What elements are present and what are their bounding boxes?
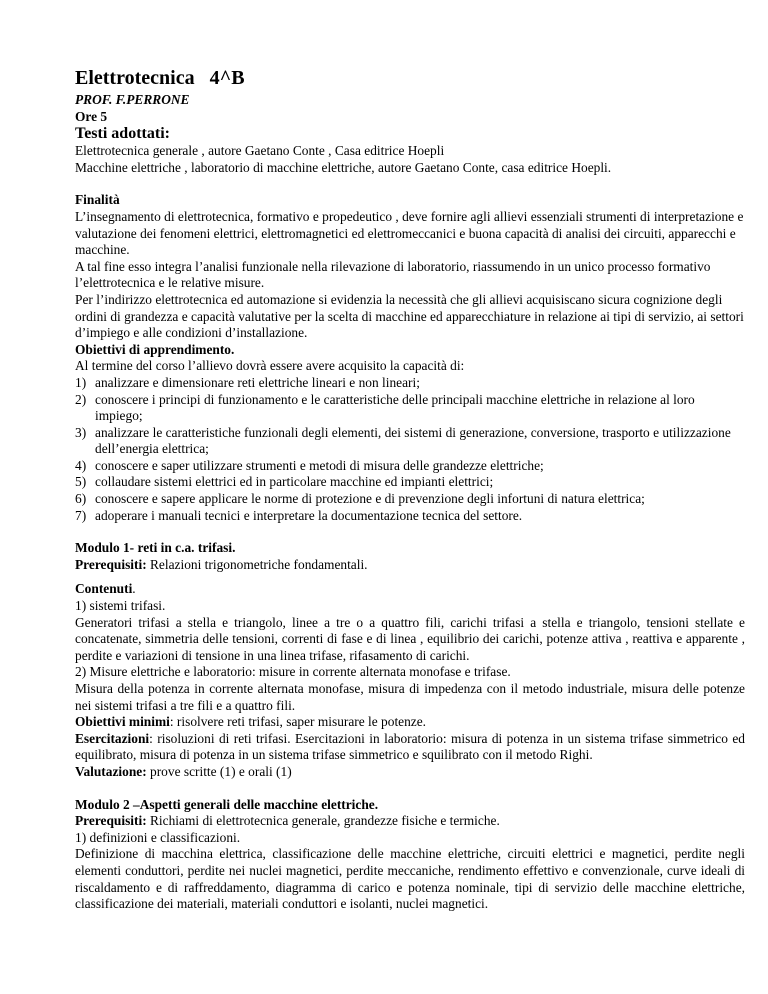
- finalita-paragraph: Per l’indirizzo elettrotecnica ed automazione si evidenzia la necessità che gli allievi acquisiscano sicura cognizione degli ordini di grandezza e capacità valutative per la scelta di macchine ed apparecchiature in relazione ai tipi di servizio, ai settori d’impiego e alle condizioni d’installazione.: [75, 291, 744, 341]
- modulo1-point1-text: Generatori trifasi a stella e triangolo, linee a tre o a quattro fili, carichi trifasi a stella e triangolo, tensioni stellate e concatenate, simmetria delle tensioni, correnti di fase e di linea , equilibrio dei carichi, potenze attiva , reattiva e apparente , perdite e variazioni di tensione in una linea trifase, rifasamento di carichi.: [75, 614, 745, 663]
- modulo2-heading: Modulo 2 –Aspetti generali delle macchine elettriche.: [75, 796, 379, 812]
- modulo1-prerequisiti: [75, 557, 745, 574]
- prerequisiti-text: Relazioni trigonometriche fondamentali.: [146, 556, 368, 572]
- prerequisiti-label: Prerequisiti:: [75, 813, 147, 829]
- contenuti-heading: [75, 581, 745, 598]
- valutazione-text: prove scritte (1) e orali (1): [146, 763, 292, 779]
- modulo1-esercitazioni: [75, 731, 745, 764]
- modulo1-point1: 1) sistemi trifasi.: [75, 598, 166, 614]
- obiettivi-intro: Al termine del corso l’allievo dovrà essere avere acquisito la capacità di:: [75, 358, 465, 374]
- text-book-2: Macchine elettriche , laboratorio di macchine elettriche, autore Gaetano Conte, casa editrice Hoepli.: [75, 159, 612, 175]
- hours: Ore 5: [75, 108, 108, 124]
- prerequisiti-text: Richiami di elettrotecnica generale, grandezze fisiche e termiche.: [146, 813, 500, 829]
- list-item: [75, 458, 745, 475]
- modulo1-heading: Modulo 1- reti in c.a. trifasi.: [75, 540, 236, 556]
- list-item: [75, 392, 745, 425]
- modulo2-prerequisiti: [75, 813, 745, 830]
- obiettivi-minimi-label: Obiettivi minimi: [75, 714, 170, 730]
- texts-heading: Testi adottati:: [75, 125, 170, 143]
- obiettivi-list: [75, 375, 745, 524]
- modulo1-point2: 2) Misure elettriche e laboratorio: misure in corrente alternata monofase e trifase.: [75, 664, 511, 680]
- esercitazioni-label: Esercitazioni: [75, 730, 150, 746]
- list-item: [75, 375, 745, 392]
- prerequisiti-label: Prerequisiti:: [75, 556, 147, 572]
- list-number: 6): [75, 491, 87, 507]
- list-text: conoscere i principi di funzionamento e le caratteristiche delle principali macchine elettriche in relazione al loro impiego;: [95, 391, 695, 424]
- list-item: [75, 474, 745, 491]
- esercitazioni-text: : risoluzioni di reti trifasi. Esercitazioni in laboratorio: misura di potenza in un sistema trifase simmetrico ed equilibrato, misura di potenza in un sistema trifase simmetrico e squilibrato con il metodo Righi.: [75, 730, 745, 763]
- obiettivi-minimi-text: : risolvere reti trifasi, saper misurare le potenze.: [169, 714, 427, 730]
- document-page: [75, 58, 745, 913]
- list-item: [75, 508, 745, 525]
- modulo2-point1-text: Definizione di macchina elettrica, classificazione delle macchine elettriche, circuiti elettrici e magnetici, perdite negli elementi conduttori, perdite nei nuclei magnetici, perdite meccaniche, rendimento effettivo e convenzionale, curve ideali di riscaldamento e di raffreddamento, diagramma di carico e potenza nominale, tipi di servizio delle macchine elettriche, classificazione dei materiali, materiali conduttori e isolanti, nuclei magnetici.: [75, 846, 745, 912]
- list-item: [75, 491, 745, 508]
- modulo1-point2-text: Misura della potenza in corrente alternata monofase, misura di impedenza con il metodo industriale, misura delle potenze nei sistemi trifasi a tre fili e a quattro fili.: [75, 681, 745, 713]
- finalita-paragraph: A tal fine esso integra l’analisi funzionale nella rilevazione di laboratorio, riassumendo in un unico processo formativo l’elettrotecnica e le relative misure.: [75, 258, 711, 291]
- list-number: 4): [75, 457, 87, 473]
- list-text: analizzare le caratteristiche funzionali degli elementi, dei sistemi di generazione, conversione, trasporto e utilizzazione dell’energia elettrica;: [95, 424, 731, 457]
- document-title: Elettrotecnica 4^B: [75, 67, 245, 89]
- professor-name: PROF. F.PERRONE: [75, 92, 190, 107]
- modulo1-obiettivi: [75, 714, 745, 731]
- contenuti-label: Contenuti: [75, 581, 133, 597]
- contenuti-dot: .: [132, 581, 136, 597]
- list-number: 3): [75, 424, 87, 440]
- finalita-paragraph: L’insegnamento di elettrotecnica, formativo e propedeutico , deve fornire agli allievi essenziali strumenti di interpretazione e valutazione dei fenomeni elettrici, elettromagnetici ed elettromeccanici e buona capacità di analisi dei circuiti, apparecchi e macchine.: [75, 208, 744, 258]
- list-text: analizzare e dimensionare reti elettriche lineari e non lineari;: [95, 374, 420, 390]
- list-text: conoscere e sapere applicare le norme di protezione e di prevenzione degli infortuni di natura elettrica;: [95, 491, 645, 507]
- list-number: 7): [75, 507, 87, 523]
- modulo2-point1: 1) definizioni e classificazioni.: [75, 829, 241, 845]
- list-text: collaudare sistemi elettrici ed in particolare macchine ed impianti elettrici;: [95, 474, 494, 490]
- list-number: 1): [75, 374, 87, 390]
- list-item: [75, 425, 745, 458]
- obiettivi-heading: Obiettivi di apprendimento.: [75, 341, 235, 357]
- finalita-heading: Finalità: [75, 192, 120, 208]
- text-book-1: Elettrotecnica generale , autore Gaetano Conte , Casa editrice Hoepli: [75, 143, 445, 159]
- modulo1-valutazione: [75, 764, 745, 781]
- list-text: adoperare i manuali tecnici e interpretare la documentazione tecnica del settore.: [95, 507, 523, 523]
- list-number: 5): [75, 474, 87, 490]
- list-text: conoscere e saper utilizzare strumenti e metodi di misura delle grandezze elettriche;: [95, 457, 544, 473]
- valutazione-label: Valutazione:: [75, 763, 147, 779]
- list-number: 2): [75, 391, 87, 407]
